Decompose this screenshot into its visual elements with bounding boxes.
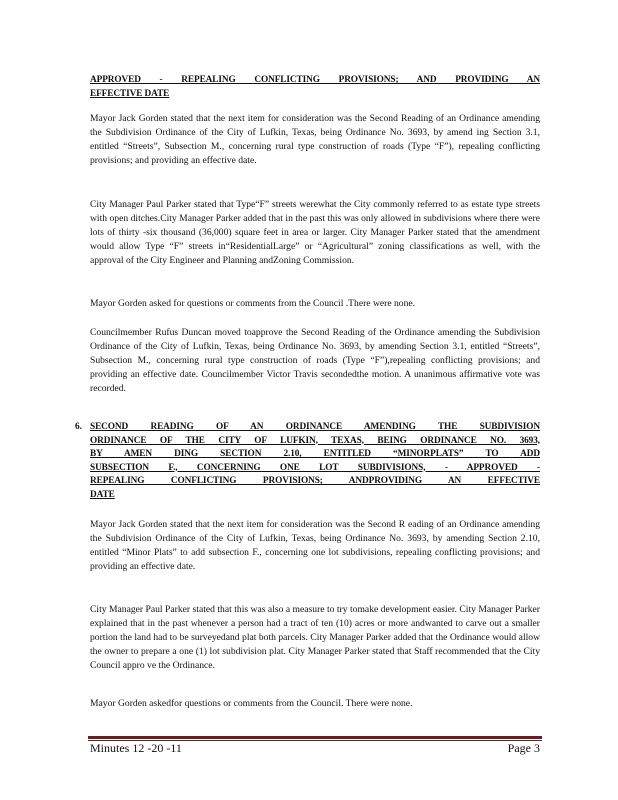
paragraph: Mayor Gorden asked for questions or comments from the Council .There were none.	[90, 298, 416, 309]
heading-line: EFFECTIVE DATE	[90, 88, 170, 99]
heading-line: APPROVED - REPEALING CONFLICTING PROVISIONS; AND PROVIDING AN	[90, 75, 540, 85]
footer-minutes-date: Minutes 12 -20 -11	[90, 741, 182, 755]
heading-line: BY AMEN DING SECTION 2.10, ENTITLED “MINORPLATS” TO ADD	[90, 449, 540, 459]
paragraph: City Manager Paul Parker stated that this was also a measure to try tomake development easier. City Manager Parker explained that in the past whenever a person had a tract of ten (10) acres or more andwanted to carve out a smaller portion the land had to be surveyedand plat both parcels. City Manager Parker added that the Ordinance would allow the owner to prepare a one (1) lot subdivision plat. City Manager Parker stated that Staff recommended that the City Council appro ve the Ordinance.	[90, 604, 540, 671]
paragraph: Councilmember Rufus Duncan moved toapprove the Second Reading of the Ordinance amending the Subdivision Ordinance of the City of Lufkin, Texas, being Ordinance No. 3693, by amending Section 3.1, entitled “Streets”, Subsection M., concerning rural type construction of roads (Type “F”),repealing conflicting provisions; and providing an effective date. Councilmember Victor Travis secondedthe motion. A unanimous affirmative vote was recorded.	[90, 327, 540, 394]
heading-line: REPEALING CONFLICTING PROVISIONS; ANDPROVIDING AN EFFECTIVE	[90, 476, 540, 486]
paragraph: Mayor Jack Gorden stated that the next item for consideration was the Second R eading of an Ordinance amending the Subdivision Ordinance of the City of Lufkin, Texas, being Ordinance No. 3693, by amending Section 2.10, entitled “Minor Plats” to add subsection F., concerning one lot subdivisions, repealing conflicting provisions; and providing an effective date.	[90, 519, 540, 572]
heading-line: SECOND READING OF AN ORDINANCE AMENDING THE SUBDIVISION	[90, 422, 540, 432]
heading-line: SUBSECTION F., CONCERNING ONE LOT SUBDIVISIONS, - APPROVED -	[90, 462, 540, 473]
heading-line: DATE	[90, 489, 115, 500]
item-heading-continued	[90, 74, 540, 101]
item-heading	[90, 421, 540, 502]
paragraph: Mayor Jack Gorden stated that the next item for consideration was the Second Reading of an Ordinance amending the Subdivision Ordinance of the City of Lufkin, Texas, being Ordinance No. 3693, by amend ing Section 3.1, entitled “Streets”, Subsection M., concerning rural type construction of roads (Type “F”), repealing conflicting provisions; and providing an effective date.	[90, 113, 540, 166]
footer-rule	[88, 736, 542, 739]
paragraph: City Manager Paul Parker stated that Type“F” streets werewhat the City commonly referred to as estate type streets with open ditches.City Manager Parker added that in the past this was only allowed in subdivisions where there were lots of thirty -six thousand (36,000) square feet in area or larger. City Manager Parker stated that the amendment would allow Type “F” streets in“ResidentialLarge” or “Agricultural” zoning classifications as well, with the approval of the City Engineer and Planning andZoning Commission.	[90, 199, 540, 266]
item-number: 6.	[75, 422, 82, 432]
paragraph: Mayor Gorden askedfor questions or comments from the Council. There were none.	[90, 698, 413, 709]
footer-page-number: Page 3	[507, 741, 540, 755]
heading-line: ORDINANCE OF THE CITY OF LUFKIN, TEXAS, BEING ORDINANCE NO. 3693,	[90, 435, 540, 446]
